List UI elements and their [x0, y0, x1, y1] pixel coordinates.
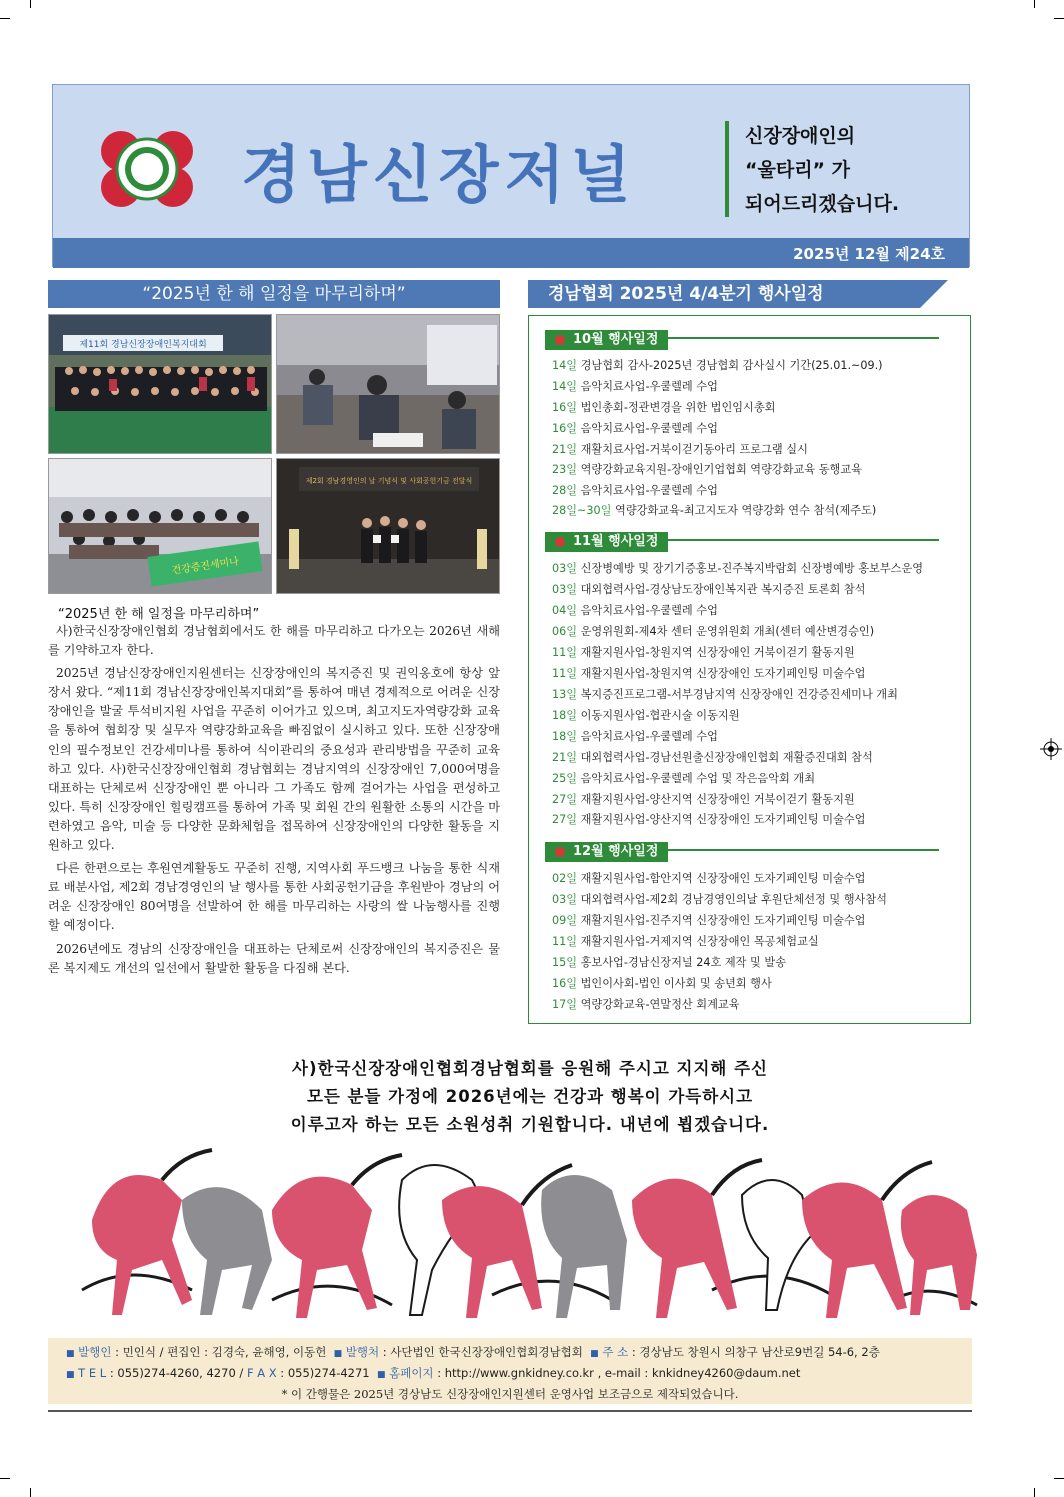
schedule-event: [552, 623, 874, 639]
heart-icon: [555, 537, 565, 547]
event-text: 음악치료사업-우쿨렐레 수업: [580, 422, 718, 435]
schedule-event: [552, 378, 718, 394]
event-text: 재활지원사업-진주지역 신장장애인 도자기페인팅 미술수업: [580, 914, 866, 927]
event-text: 역량강화교육-연말정산 회계교육: [580, 998, 740, 1011]
slogan-line: 되어드리겠습니다.: [745, 193, 900, 215]
event-day: 16일: [552, 401, 578, 414]
article-body: [48, 622, 500, 982]
photo-banner-text: 제11회 경남신장장애인복지대회: [79, 340, 207, 350]
event-text: 음악치료사업-우쿨렐레 수업: [580, 380, 718, 393]
event-text: 음악치료사업-우쿨렐레 수업: [580, 604, 718, 617]
event-text: 복지증진프로그램-서부경남지역 신장장애인 건강증진세미나 개최: [580, 688, 898, 701]
greeting-line: 사)한국신장장애인협회경남협회를 응원해 주시고 지지해 주신: [292, 1059, 768, 1078]
event-text: 법인이사회-법인 이사회 및 송년회 행사: [580, 977, 772, 990]
event-text: 재활지원사업-창원지역 신장장애인 도자기페인팅 미술수업: [580, 667, 866, 680]
event-day: 14일: [552, 359, 578, 372]
schedule-event: [552, 811, 866, 827]
colophon-line-2: ■ T E L : 055)274-4260, 4270 / F A X : 055)274-4271 ■ 홈페이지 : http://www.gnkidney.co.kr , e-mail : knkidney4260@daum.net: [66, 1366, 801, 1380]
event-day: 06일: [552, 625, 578, 638]
title-divider: [725, 121, 729, 217]
event-text: 이동지원사업-협관시술 이동지원: [580, 709, 740, 722]
schedule-event: [552, 707, 740, 723]
crop-mark: [1034, 0, 1035, 8]
schedule-event: [552, 728, 718, 744]
article-paragraph: 2026년에도 경남의 신장장애인을 대표하는 단체로써 신장장애인의 복지증진은 물론 복지제도 개선의 일선에서 활발한 활동을 다짐해 본다.: [48, 941, 500, 975]
schedule-event: [552, 791, 855, 807]
colophon: [48, 1338, 972, 1404]
crop-mark: [0, 1478, 10, 1479]
tel: 055)274-4260, 4270: [117, 1366, 236, 1380]
square-bullet-icon: ■: [66, 1349, 75, 1359]
schedule-event: [552, 644, 855, 660]
schedule-event: [552, 686, 898, 702]
schedule-event: [552, 891, 887, 907]
event-text: 홍보사업-경남신장저널 24호 제작 및 발송: [580, 956, 787, 969]
photo-welfare-rally: [48, 314, 272, 454]
square-bullet-icon: ■: [376, 1370, 386, 1380]
crop-mark: [0, 18, 10, 19]
event-text: 경남협회 감사-2025년 경남협회 감사실시 기간(25.01.~09.): [580, 359, 883, 372]
schedule-event: [552, 399, 775, 415]
schedule-event: [552, 441, 808, 457]
month-header-november: [545, 530, 939, 550]
month-rule: [665, 539, 939, 541]
slogan: [745, 119, 899, 221]
event-day: 16일: [552, 977, 578, 990]
photo-training-session: [276, 314, 500, 454]
schedule-event: [552, 933, 819, 949]
month-rule: [665, 337, 939, 339]
paper-title: 경남신장저널: [241, 138, 637, 211]
greeting-line: 모든 분들 가정에 2026년에는 건강과 행복이 가득하시고: [306, 1087, 754, 1106]
event-day: 11일: [552, 667, 578, 680]
org-name: 사단법인 한국신장장애인협회경남협회: [390, 1345, 583, 1359]
colophon-line-1: ■ 발행인 : 민인식 / 편집인 : 김경숙, 윤해영, 이동헌 ■ 발행처 : 사단법인 한국신장장애인협회경남협회 ■ 주 소 : 경상남도 창원시 의창구 남산로9번길 54-6, 2층: [66, 1345, 880, 1359]
event-day: 15일: [552, 956, 578, 969]
schedule-event: [552, 581, 866, 597]
issue-number: 2025년 12월 제24호: [793, 245, 945, 263]
event-text: 재활지원사업-함안지역 신장장애인 도자기페인팅 미술수업: [580, 872, 866, 885]
schedule-event: [552, 870, 866, 886]
article-paragraph: 다른 한편으로는 후원연계활동도 꾸준히 진행, 지역사회 푸드뱅크 나눔을 통한 식재료 배분사업, 제2회 경남경영인의 날 행사를 통한 사회공헌기금을 후원받아 경남의 어려운 신장장애인 80여명을 선발하여 한 해를 마무리하는 사랑의 쌀 나눔행사를 진행 할 예정이다.: [48, 861, 500, 933]
schedule-event: [552, 912, 866, 928]
schedule-event: [552, 996, 740, 1012]
crop-mark: [30, 0, 31, 8]
event-day: 14일: [552, 380, 578, 393]
event-text: 음악치료사업-우쿨렐레 수업: [580, 730, 718, 743]
schedule-event: [552, 749, 873, 765]
event-day: 28일~30일: [552, 504, 612, 517]
section-header-left: “2025년 한 해 일정을 마무리하며”: [48, 280, 500, 308]
schedule-event: [552, 420, 718, 436]
bottom-rule: [48, 1410, 972, 1412]
event-text: 재활치료사업-거북이걷기동아리 프로그램 실시: [580, 443, 808, 456]
event-day: 09일: [552, 914, 578, 927]
event-day: 27일: [552, 813, 578, 826]
org-label: 발행처: [345, 1345, 380, 1359]
horses-illustration: [72, 1140, 992, 1335]
registration-mark-icon: [1040, 738, 1062, 760]
slogan-line: “울타리” 가: [745, 159, 851, 181]
event-text: 역량강화교육지원-장애인기업협회 역량강화교육 동행교육: [580, 463, 862, 476]
event-text: 재활지원사업-창원지역 신장장애인 거북이걷기 활동지원: [580, 646, 855, 659]
month-rule: [665, 849, 939, 851]
month-tab: [545, 842, 668, 862]
email-label: e-mail: [604, 1366, 641, 1380]
tel-label: T E L: [78, 1366, 107, 1380]
event-day: 03일: [552, 562, 578, 575]
editor-label: 편집인: [167, 1345, 201, 1359]
schedule-event: [552, 461, 862, 477]
homepage-link[interactable]: http://www.gnkidney.co.kr: [444, 1366, 594, 1380]
event-text: 음악치료사업-우쿨렐레 수업 및 작은음악회 개최: [580, 772, 816, 785]
event-text: 재활지원사업-양산지역 신장장애인 도자기페인팅 미술수업: [580, 813, 866, 826]
article-paragraph: 2025년 경남신장장애인지원센터는 신장장애인의 복지증진 및 권익옹호에 항상 앞장서 왔다. “제11회 경남신장장애인복지대회”를 통하여 매년 경제적으로 어려운 신장장애인을 발굴 투석비지원 사업을 꾸준히 이어가고 있으며, 최고지도자역량강화 교육을 통하여 협회장 및 실무자 역량강화교육을 빠짐없이 실시하고 있다. 또한 신장장애인의 필수정보인 건강세미나를 통하여 식이관리의 중요성과 관리방법을 꾸준히 교육하고 있다. 사)한국신장장애인협회 경남협회는 경남지역의 신장장애인 7,000여명을 대표하는 단체로써 신장장애인 뿐 아니라 그 가족도 함께 걸어가는 사업을 편성하고 있다. 특히 신장장애인 힐링캠프를 통하여 가족 및 회원 간의 원활한 소통의 시간을 마련하였고 음악, 미술 등 다양한 문화체험을 접목하여 신장장애인의 다양한 활동을 지원하고 있다.: [48, 666, 500, 853]
event-text: 대외협력사업-경남선원출신장장애인협회 재활증진대회 참석: [580, 751, 873, 764]
event-day: 04일: [552, 604, 578, 617]
schedule-event: [552, 602, 718, 618]
article-paragraph: 사)한국신장장애인협회 경남협회에서도 한 해를 마무리하고 다가오는 2026년 새해를 기약하고자 한다.: [48, 624, 500, 658]
event-day: 11일: [552, 935, 578, 948]
event-text: 운영위원회-제4차 센터 운영위원회 개최(센터 예산변경승인): [580, 625, 875, 638]
slogan-line: 신장장애인의: [745, 125, 856, 147]
editor-names: 김경숙, 윤해영, 이동헌: [211, 1345, 327, 1359]
crop-mark: [1054, 18, 1064, 19]
article-title: “2025년 한 해 일정을 마무리하며”: [58, 607, 260, 622]
masthead: [52, 84, 970, 267]
event-text: 대외협력사업-제2회 경남경영인의날 후원단체선정 및 행사참석: [580, 893, 887, 906]
event-day: 03일: [552, 893, 578, 906]
crop-mark: [30, 1488, 31, 1497]
photo-banner-text: 건강증진세미나: [171, 556, 240, 577]
month-title: 12월 행사일정: [573, 844, 659, 859]
event-day: 13일: [552, 688, 578, 701]
schedule-event: [552, 502, 876, 518]
schedule-event: [552, 975, 772, 991]
section-header-tail: [920, 280, 948, 308]
photo-banner-text: 제2회 경남경영인의 날 기념식 및 사회공헌기금 전달식: [305, 477, 473, 485]
schedule-event: [552, 482, 718, 498]
event-day: 18일: [552, 709, 578, 722]
schedule-event: [552, 770, 815, 786]
email-link[interactable]: knkidney4260@daum.net: [651, 1366, 801, 1380]
month-tab: [545, 330, 668, 350]
event-text: 역량강화교육-최고지도자 역량강화 연수 참석(제주도): [615, 504, 877, 517]
event-day: 21일: [552, 751, 578, 764]
event-day: 25일: [552, 772, 578, 785]
schedule-event: [552, 665, 866, 681]
crop-mark: [1054, 1478, 1064, 1479]
square-bullet-icon: ■: [66, 1370, 75, 1380]
crop-mark: [1034, 1488, 1035, 1497]
month-header-october: [545, 328, 939, 348]
event-day: 17일: [552, 998, 578, 1011]
event-text: 재활지원사업-양산지역 신장장애인 거북이걷기 활동지원: [580, 793, 855, 806]
address-label: 주 소: [602, 1345, 629, 1359]
event-day: 02일: [552, 872, 578, 885]
fax-label: F A X: [246, 1366, 277, 1380]
month-tab: [545, 532, 668, 552]
photo-health-seminar: [48, 458, 272, 594]
event-text: 신장병예방 및 장기기증홍보-진주복지박람회 신장병예방 홍보부스운영: [580, 562, 924, 575]
schedule-event: [552, 560, 923, 576]
month-title: 10월 행사일정: [573, 332, 659, 347]
schedule-event: [552, 954, 786, 970]
event-day: 23일: [552, 463, 578, 476]
association-logo-icon: [99, 121, 195, 217]
event-day: 16일: [552, 422, 578, 435]
event-text: 법인총회-정관변경을 위한 법인임시총회: [580, 401, 776, 414]
event-day: 21일: [552, 443, 578, 456]
month-header-december: [545, 840, 939, 860]
heart-icon: [555, 847, 565, 857]
event-day: 03일: [552, 583, 578, 596]
event-day: 11일: [552, 646, 578, 659]
address: 경상남도 창원시 의창구 남산로9번길 54-6, 2층: [639, 1345, 880, 1359]
publisher-label: 발행인: [78, 1345, 112, 1359]
square-bullet-icon: ■: [333, 1349, 343, 1359]
event-day: 18일: [552, 730, 578, 743]
heart-icon: [555, 335, 565, 345]
event-text: 대외협력사업-경상남도장애인복지관 복지증진 토론회 참석: [580, 583, 866, 596]
square-bullet-icon: ■: [590, 1349, 599, 1359]
photo-ceremony: [276, 458, 500, 594]
event-day: 28일: [552, 484, 578, 497]
month-title: 11월 행사일정: [573, 534, 659, 549]
publisher-name: 민인식: [122, 1345, 157, 1359]
event-text: 재활지원사업-거제지역 신장장애인 목공체험교실: [580, 935, 819, 948]
fax: 055)274-4271: [287, 1366, 370, 1380]
greeting-line: 이루고자 하는 모든 소원성취 기원합니다. 내년에 뵙겠습니다.: [290, 1115, 770, 1134]
subsidy-note: * 이 간행물은 2025년 경상남도 신장장애인지원센터 운영사업 보조금으로 제작되었습니다.: [281, 1387, 739, 1401]
event-day: 27일: [552, 793, 578, 806]
section-header-schedule: 경남협회 2025년 4/4분기 행사일정: [528, 280, 920, 308]
schedule-event: [552, 357, 883, 373]
homepage-label: 홈페이지: [389, 1366, 434, 1380]
event-text: 음악치료사업-우쿨렐레 수업: [580, 484, 718, 497]
